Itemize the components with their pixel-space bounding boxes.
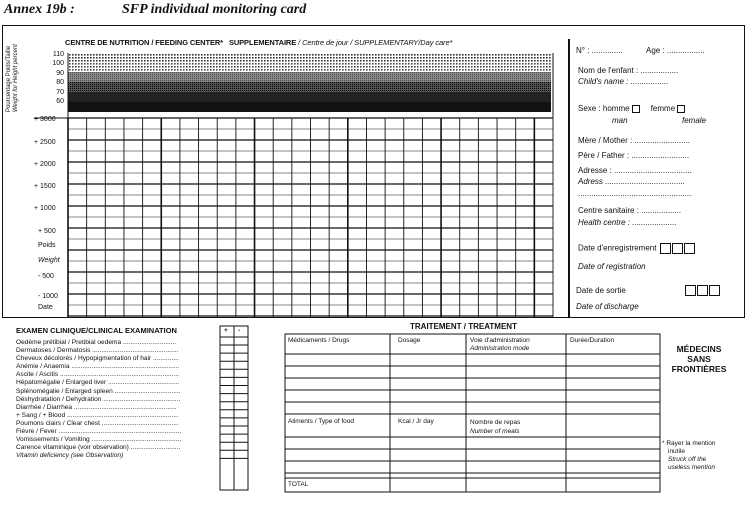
field-address-dots: ...................................................: [578, 189, 692, 198]
exam-item: Vomissements / Vomiting .................................................: [16, 436, 182, 444]
exam-item: Anémie / Anaemia ...........................................................: [16, 363, 180, 371]
weight-2000: + 2000: [34, 161, 56, 168]
treatment-title: TRAITEMENT / TREATMENT: [410, 322, 517, 331]
poids-label: Poids: [38, 242, 56, 249]
percent-100: 100: [52, 60, 64, 68]
exam-item: Fièvre / Fever ...................................................................: [16, 428, 182, 436]
date-label: Date: [38, 304, 53, 311]
field-nom[interactable]: Nom de l'enfant : .................: [578, 66, 679, 75]
note-line1: * Rayer la mention: [662, 440, 716, 447]
col-dosage: Dosage: [398, 337, 421, 344]
col-admin-fr: Voie d'administration: [470, 337, 530, 344]
axis-title-fr: Pourcentage Poids/Taille: [6, 45, 12, 112]
weight-1500: + 1500: [34, 183, 56, 190]
col-meals-fr: Nombre de repas: [470, 419, 521, 426]
col-duration: Durée/Duration: [570, 337, 615, 344]
exam-item: Diarrhée / Diarrhea ........................................................: [16, 403, 177, 411]
msf-line1: MÉDECINS: [676, 344, 722, 354]
field-adresse[interactable]: Adresse : ...................................: [578, 166, 692, 175]
msf-line3: FRONTIÈRES: [671, 364, 727, 374]
field-mere[interactable]: Mère / Mother : .........................: [578, 136, 691, 145]
heading-supplementary: SUPPLEMENTAIRE: [228, 38, 297, 47]
weight-minus1000: - 1000: [38, 293, 58, 300]
date-enregistrement-label: Date d'enregistrement: [578, 243, 657, 253]
col-drugs: Médicaments / Drugs: [288, 337, 350, 344]
field-centre[interactable]: Centre sanitaire : ..................: [578, 206, 682, 215]
exam-item: + Sang / + Blood .............................................................: [16, 411, 179, 419]
exam-item: Carence vitaminique (voir observation) ...........................: [16, 444, 181, 452]
exam-item: Ascite / Ascitis .................................................................: [16, 371, 180, 379]
heading-feeding-center: CENTRE DE NUTRITION / FEEDING CENTER*: [65, 38, 223, 47]
exam-minus: -: [238, 327, 241, 334]
field-adress: Adress ....................................: [578, 177, 686, 186]
msf-logo: [664, 344, 734, 374]
note-line4: useless mention: [668, 464, 715, 471]
weight-minus500: - 500: [38, 273, 54, 280]
date-discharge-en: Date of discharge: [576, 302, 639, 311]
total-label: TOTAL: [288, 481, 309, 488]
footnote: [662, 440, 742, 472]
label-female: female: [682, 116, 707, 125]
exam-item: Dermatoses / Dermatosis ...............................................: [16, 347, 179, 355]
sexe-femme: femme: [650, 104, 676, 113]
field-age[interactable]: Age : .................: [646, 46, 705, 55]
col-admin-en: Administration mode: [470, 345, 530, 352]
exam-item: Déshydratation / Dehydration ..........................................: [16, 395, 181, 403]
col-meals-en: Number of meals: [470, 428, 520, 435]
percent-90: 90: [56, 69, 64, 77]
percent-70: 70: [56, 88, 64, 96]
note-line3: Struck off the: [668, 456, 707, 463]
exam-item: Hépatomégalie / Enlarged liver .......................................: [16, 379, 180, 387]
exam-title: EXAMEN CLINIQUE/CLINICAL EXAMINATION: [16, 326, 177, 335]
field-pere[interactable]: Père / Father : ..........................: [578, 151, 690, 160]
label-man: man: [612, 116, 628, 125]
exam-item: Cheveux décolorés / Hypopigmentation of hair ..............: [16, 355, 179, 363]
msf-line2: SANS: [687, 354, 711, 364]
sexe-homme: Sexe : homme: [578, 104, 630, 113]
col-kcal: Kcal / Jr day: [398, 418, 434, 425]
exam-plus: +: [224, 327, 228, 334]
field-no[interactable]: N° : ..............: [576, 46, 623, 55]
weight-1000: + 1000: [34, 205, 56, 212]
weight-500: + 500: [38, 228, 56, 235]
percent-110: 110: [52, 51, 64, 58]
percent-60: 60: [56, 98, 64, 106]
weight-2500: + 2500: [34, 139, 56, 146]
note-line2: inutile: [668, 448, 685, 455]
heading-day-care: / Centre de jour / SUPPLEMENTARY/Day care*: [298, 38, 453, 47]
percent-80: 80: [56, 79, 64, 87]
field-child-name: Child's name : .................: [578, 77, 669, 86]
exam-item: Oedème prétibial / Pretibial oedema .............................: [16, 339, 177, 346]
col-food: Aliments / Type of food: [288, 418, 354, 425]
date-registration-en: Date of registration: [578, 262, 646, 271]
axis-title-en: Weight for Height percent: [13, 44, 19, 112]
date-sortie-label: Date de sortie: [576, 286, 626, 295]
field-health-centre: Health centre : ....................: [578, 218, 677, 227]
weight-label: Weight: [38, 257, 60, 264]
annex-label: Annex 19b :: [4, 2, 75, 17]
exam-item: Vitamin deficiency (see Observation): [16, 452, 124, 460]
card-title: SFP individual monitoring card: [122, 2, 307, 17]
exam-item: Poumons clairs / Clear chest ..........................................: [16, 419, 179, 427]
weight-3000: + 3000: [34, 116, 56, 123]
exam-item: Splénomégalie / Enlarged spleen ....................................: [16, 387, 181, 395]
